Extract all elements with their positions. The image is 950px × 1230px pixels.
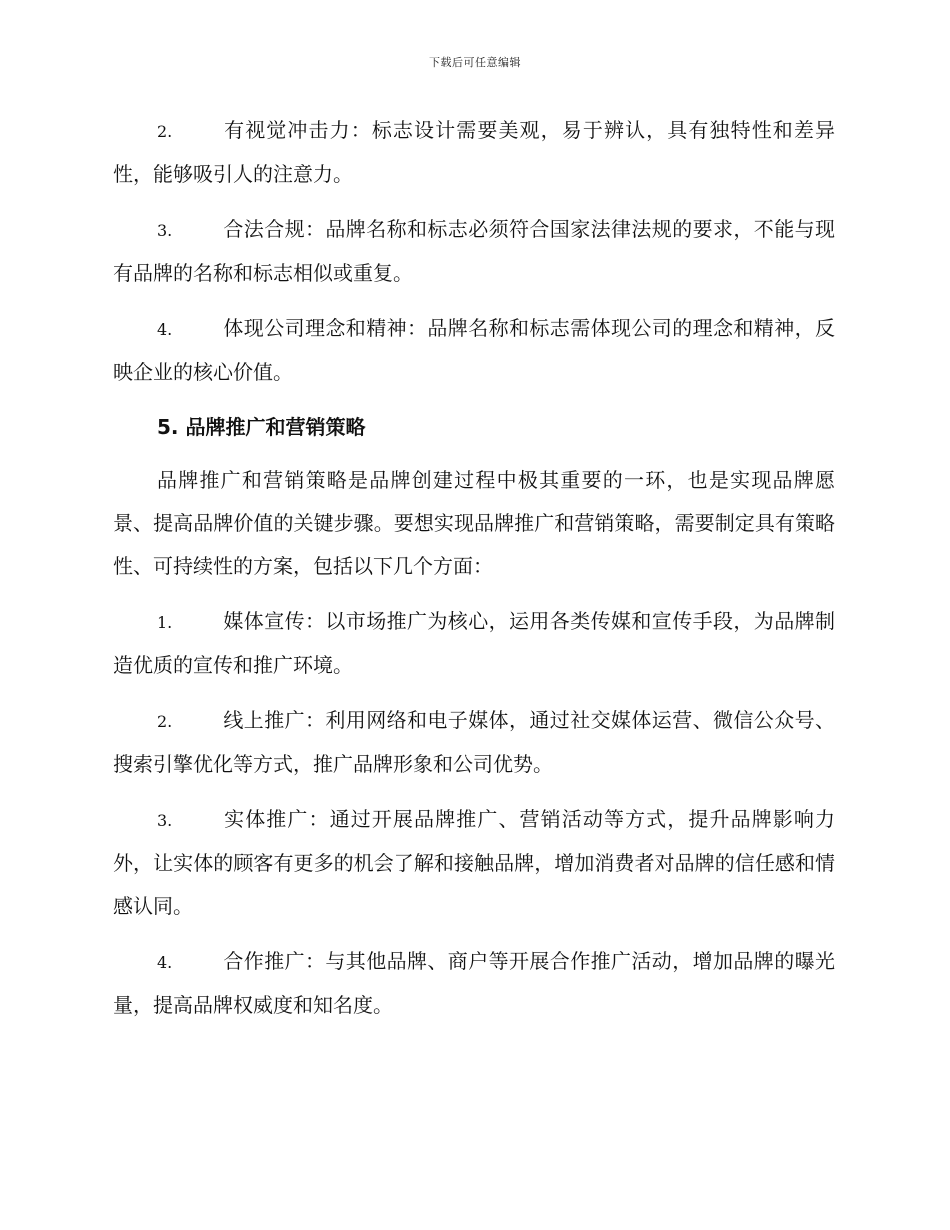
list-item-text: 线上推广：利用网络和电子媒体，通过社交媒体运营、微信公众号、搜索引擎优化等方式，推广品牌形象和公司优势。 [113,708,835,776]
page-header: 下载后可任意编辑 [429,56,521,69]
list-item-number: 1. [157,613,173,632]
section-heading: 5. 品牌推广和营销策略 [157,415,366,439]
list-item-text: 实体推广：通过开展品牌推广、营销活动等方式，提升品牌影响力外，让实体的顾客有更多的机会了解和接触品牌，增加消费者对品牌的信任感和情感认同。 [113,807,835,918]
list-item-number: 2. [157,712,173,731]
list-item [113,600,835,687]
section-intro-paragraph: 品牌推广和营销策略是品牌创建过程中极其重要的一环，也是实现品牌愿景、提高品牌价值的关键步骤。要想实现品牌推广和营销策略，需要制定具有策略性、可持续性的方案，包括以下几个方面： [113,468,835,578]
list-item-text: 体现公司理念和精神：品牌名称和标志需体现公司的理念和精神，反映企业的核心价值。 [113,316,835,384]
list-item-text: 合作推广：与其他品牌、商户等开展合作推广活动，增加品牌的曝光量，提高品牌权威度和知名度。 [113,949,835,1017]
list-item-number: 4. [157,320,173,339]
list-item-number: 3. [157,811,173,830]
list-item-number: 4. [157,953,173,972]
list-item [113,307,835,394]
list-item [113,699,835,786]
list-item-number: 2. [157,122,173,141]
list-item [113,940,835,1027]
list-item-number: 3. [157,221,173,240]
list-item [113,109,835,196]
list-item-text: 合法合规：品牌名称和标志必须符合国家法律法规的要求，不能与现有品牌的名称和标志相似或重复。 [113,217,835,285]
list-item [113,798,835,928]
list-item [113,208,835,295]
document-body [113,109,835,1039]
list-item-text: 媒体宣传：以市场推广为核心，运用各类传媒和宣传手段，为品牌制造优质的宣传和推广环境。 [113,609,835,677]
list-item-text: 有视觉冲击力：标志设计需要美观，易于辨认，具有独特性和差异性，能够吸引人的注意力。 [113,118,835,186]
